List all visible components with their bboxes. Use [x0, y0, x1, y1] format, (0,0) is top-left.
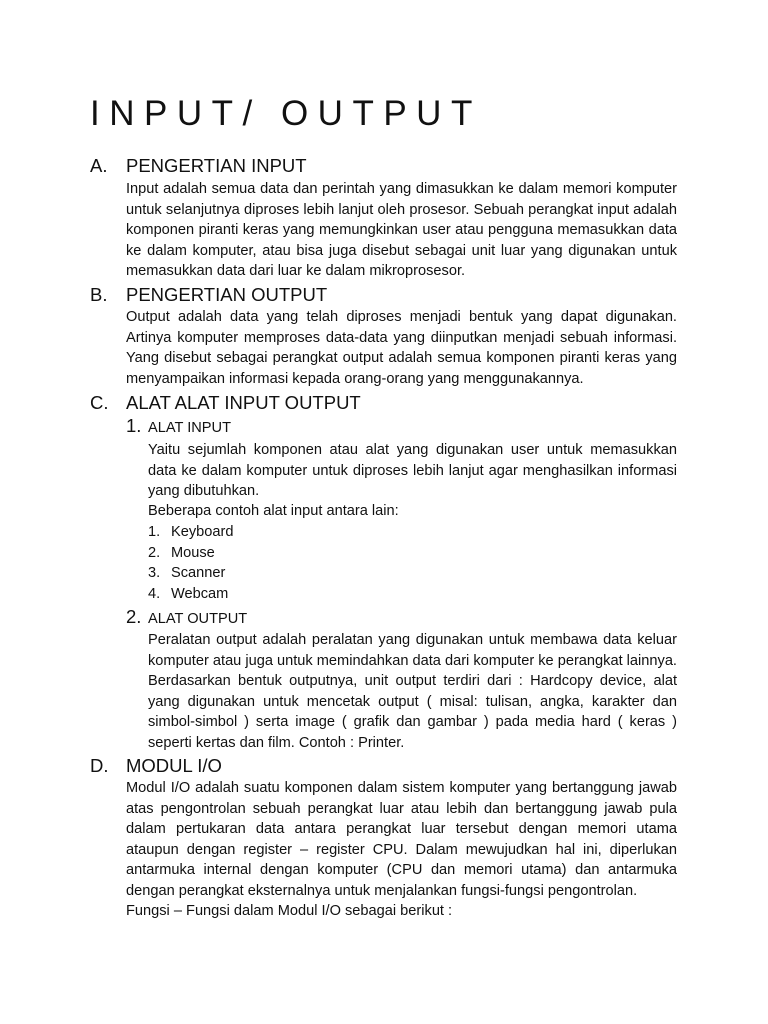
list-item-number: 2.	[148, 544, 161, 561]
list-item	[148, 543, 548, 564]
section-a-paragraph: Input adalah semua data dan perintah yang dimasukkan ke dalam memori komputer untuk selanjutnya diproses lebih lanjut oleh prosesor. Sebuah perangkat input adalah komponen piranti keras yang memungkinkan user atau pengguna memasukkan data ke dalam komputer, atau bisa juga disebut sebagai unit luar yang digunakan untuk memasukkan data dari luar ke dalam mikroprosesor.	[126, 181, 677, 279]
subsection-heading-alat-input	[126, 415, 626, 439]
list-item-text: Keyboard	[171, 524, 234, 540]
section-d-tail: Fungsi – Fungsi dalam Modul I/O sebagai berikut :	[126, 903, 453, 919]
section-title: PENGERTIAN OUTPUT	[126, 284, 328, 305]
section-title: ALAT ALAT INPUT OUTPUT	[126, 392, 361, 413]
subsection-title: ALAT INPUT	[148, 420, 231, 436]
section-heading-c	[90, 391, 690, 415]
list-item	[148, 563, 548, 584]
subsection-number: 2.	[126, 606, 142, 627]
subsection-heading-alat-output	[126, 606, 626, 630]
subsection-number: 1.	[126, 415, 142, 436]
section-heading-d	[90, 754, 690, 778]
list-item-text: Scanner	[171, 565, 226, 581]
section-letter: A.	[90, 155, 108, 176]
section-title: MODUL I/O	[126, 755, 222, 776]
alat-output-paragraph: Peralatan output adalah peralatan yang digunakan untuk membawa data keluar komputer atau juga untuk memindahkan data dari komputer ke perangkat lainnya. Berdasarkan bentuk outputnya, unit output terdiri dari : Hardcopy device, alat yang digunakan untuk mencetak output ( misal: tulisan, angka, karakter dan simbol-simbol ) serta image ( grafik dan gambar ) pada media hard ( keras ) seperti kertas dan film. Contoh : Printer.	[148, 632, 677, 751]
section-title: PENGERTIAN INPUT	[126, 155, 307, 176]
list-item	[148, 584, 548, 605]
alat-input-list	[148, 522, 548, 604]
section-letter: B.	[90, 284, 108, 305]
section-heading-b	[90, 283, 690, 307]
list-item	[148, 522, 548, 543]
section-letter: C.	[90, 392, 109, 413]
section-b-paragraph: Output adalah data yang telah diproses menjadi bentuk yang dapat digunakan. Artinya komputer memproses data-data yang diinputkan menjadi sebuah informasi. Yang disebut sebagai perangkat output adalah semua komponen piranti keras yang menyampaikan informasi kepada orang-orang yang menggunakannya.	[126, 309, 677, 387]
section-d-paragraph: Modul I/O adalah suatu komponen dalam sistem komputer yang bertanggung jawab atas pengontrolan sebuah perangkat luar atau lebih dan bertanggung jawab pula dalam pertukaran data antara perangkat luar tersebut dengan memori utama ataupun dengan register – register CPU. Dalam mewujudkan hal ini, diperlukan antarmuka internal dengan komputer (CPU dan memori utama) dan antarmuka dengan perangkat eksternalnya untuk menjalankan fungsi-fungsi pengontrolan.	[126, 780, 677, 899]
section-heading-a	[90, 154, 690, 178]
list-item-number: 1.	[148, 524, 161, 540]
section-letter: D.	[90, 755, 109, 776]
alat-input-paragraph: Yaitu sejumlah komponen atau alat yang digunakan user untuk memasukkan data ke dalam komputer untuk diproses lebih lanjut agar menghasilkan informasi yang dibutuhkan.	[148, 442, 677, 499]
list-item-number: 3.	[148, 565, 161, 581]
alat-input-list-intro: Beberapa contoh alat input antara lain:	[148, 503, 399, 519]
list-item-number: 4.	[148, 585, 161, 602]
document-title: INPUT/ OUTPUT	[90, 94, 482, 133]
list-item-text: Mouse	[171, 544, 215, 561]
subsection-title: ALAT OUTPUT	[148, 611, 248, 627]
list-item-text: Webcam	[171, 585, 229, 602]
